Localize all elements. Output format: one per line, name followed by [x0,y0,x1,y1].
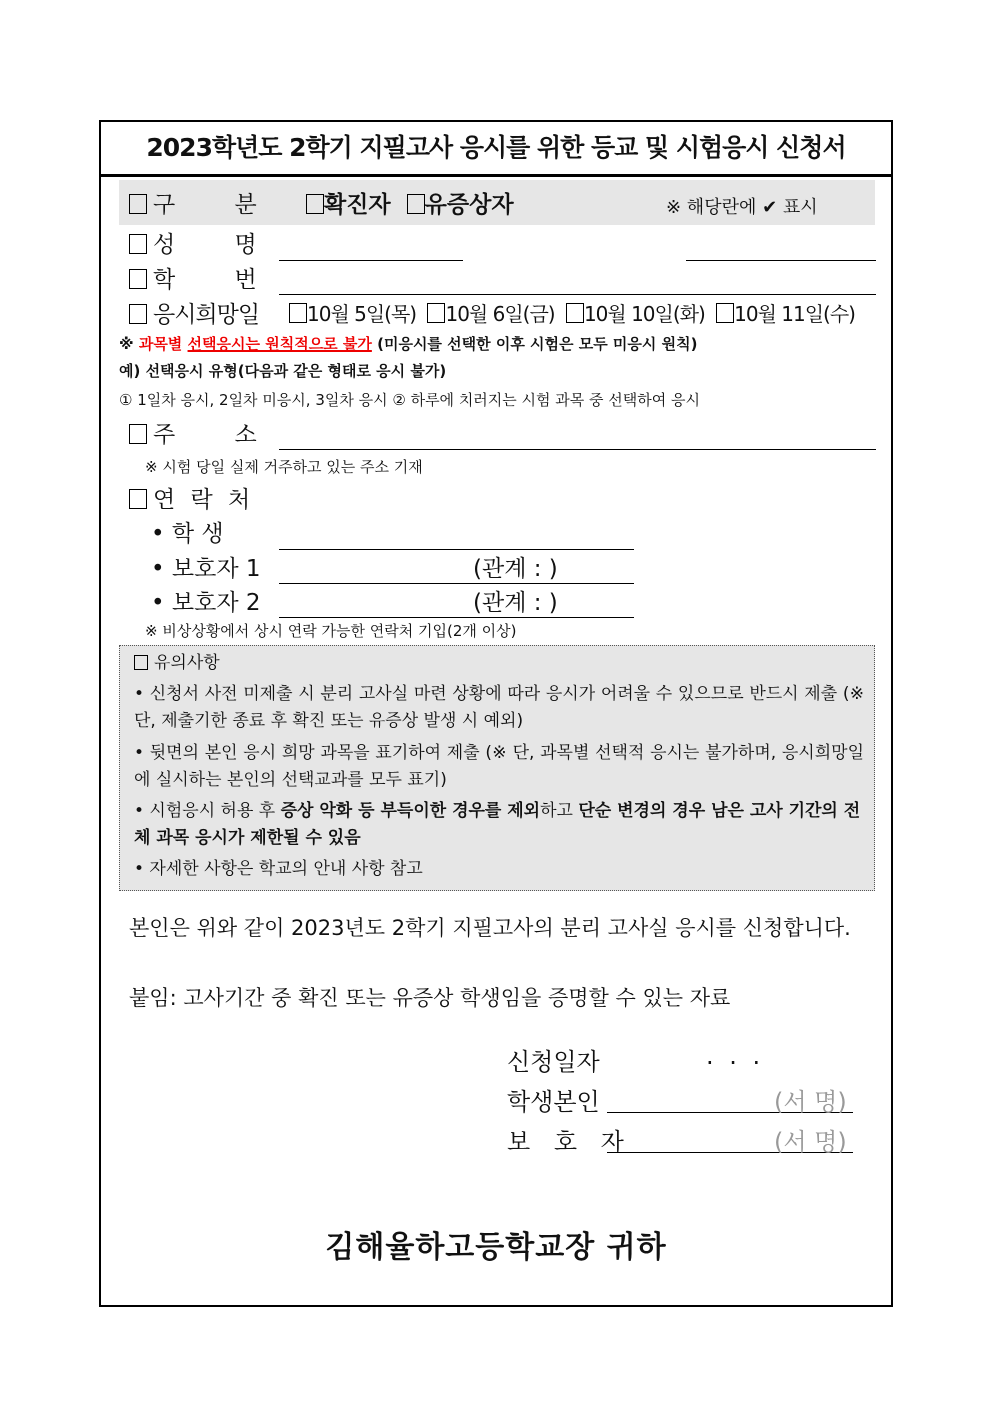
name-label: 성 명 [129,226,283,259]
contact-note: ※ 비상상황에서 상시 연락 가능한 연락처 기입(2개 이상) [145,622,517,640]
statement: 본인은 위와 같이 2023년도 2학기 지필고사의 분리 고사실 응시를 신청합니다. [129,916,851,940]
student-signature-placeholder: (서 명) [774,1088,847,1116]
attachment: 붙임: 고사기간 중 확진 또는 유증상 학생임을 증명할 수 있는 자료 [129,986,731,1010]
notes-box [119,645,875,891]
check-hint: ※ 해당란에 ✔ 표시 [666,197,818,218]
checkbox-icon[interactable] [129,489,147,509]
date-options: 10월 5일(목) 10월 6일(금) 10월 10일(화) 10월 11일(수) [289,298,855,327]
category-label: 구 분 [129,186,283,219]
address-label: 주 소 [129,416,283,449]
guardian2-relation: (관계 : ) [473,590,558,616]
guardian-sign-label: 보 호 자 [507,1128,632,1156]
date-checkbox[interactable] [716,303,734,323]
date-checkbox[interactable] [566,303,584,323]
student-id-field[interactable] [279,294,876,295]
name-field-2[interactable] [686,260,876,261]
example-heading: 예) 선택응시 유형(다음과 같은 형태로 응시 불가) [119,362,447,380]
form-frame [99,120,893,1307]
symptomatic-checkbox[interactable] [407,194,425,214]
name-field[interactable] [279,260,463,261]
confirmed-checkbox[interactable] [306,194,324,214]
student-phone-field[interactable] [279,549,634,550]
contact-student-label: • 학 생 [151,521,224,547]
checkbox-icon [134,655,148,670]
example-items: ① 1일차 응시, 2일차 미응시, 3일차 응시 ② 하루에 치러지는 시험 과목 중 선택하여 응시 [119,391,701,409]
guardian1-phone-field[interactable] [279,583,634,584]
date-label-sign: 신청일자 [507,1048,600,1076]
addressee: 김해율하고등학교장 귀하 [325,1230,667,1265]
date-value[interactable]: . . . [706,1042,765,1070]
checkbox-icon[interactable] [129,269,147,289]
checkmark-icon: ✔ [762,197,778,218]
student-id-label: 학 번 [129,261,283,294]
date-checkbox[interactable] [289,303,307,323]
checkbox-icon[interactable] [129,194,147,214]
contact-guardian2-label: • 보호자 2 [151,590,261,616]
checkbox-icon[interactable] [129,304,147,324]
category-options: 확진자 유증상자 [306,186,514,219]
contact-guardian1-label: • 보호자 1 [151,556,261,582]
address-note: ※ 시험 당일 실제 거주하고 있는 주소 기재 [145,458,423,476]
note-1: • 신청서 사전 미제출 시 분리 고사실 마련 상황에 따라 응시가 어려울 수 있으므로 반드시 제출 (※ 단, 제출기한 종료 후 확진 또는 유증상 발생 시 예외) [134,684,864,731]
guardian2-phone-field[interactable] [279,617,634,618]
address-field[interactable] [279,449,876,450]
guardian-signature-placeholder: (서 명) [774,1128,847,1156]
note-3: • 시험응시 허용 후 증상 악화 등 부득이한 경우를 제외하고 단순 변경의 경우 남은 고사 기간의 전체 과목 응시가 제한될 수 있음 [134,801,861,848]
checkbox-icon[interactable] [129,234,147,254]
contact-label: 연 락 처 [129,481,254,514]
note-2: • 뒷면의 본인 응시 희망 과목을 표기하여 제출 (※ 단, 과목별 선택적 응시는 불가하며, 응시희망일에 실시하는 본인의 선택교과를 모두 표기) [134,743,864,790]
guardian1-relation: (관계 : ) [473,556,558,582]
student-sign-label: 학생본인 [507,1088,600,1116]
notes-heading: 유의사항 [134,650,864,677]
checkbox-icon[interactable] [129,424,147,444]
form-title: 2023학년도 2학기 지필고사 응시를 위한 등교 및 시험응시 신청서 [101,122,891,177]
note-4: • 자세한 사항은 학교의 안내 사항 참고 [134,859,423,879]
selection-rule: ※ 과목별 선택응시는 원칙적으로 불가 (미응시를 선택한 이후 시험은 모두 미응시 원칙) [119,335,698,353]
date-checkbox[interactable] [427,303,445,323]
date-label: 응시희망일 [129,296,259,329]
